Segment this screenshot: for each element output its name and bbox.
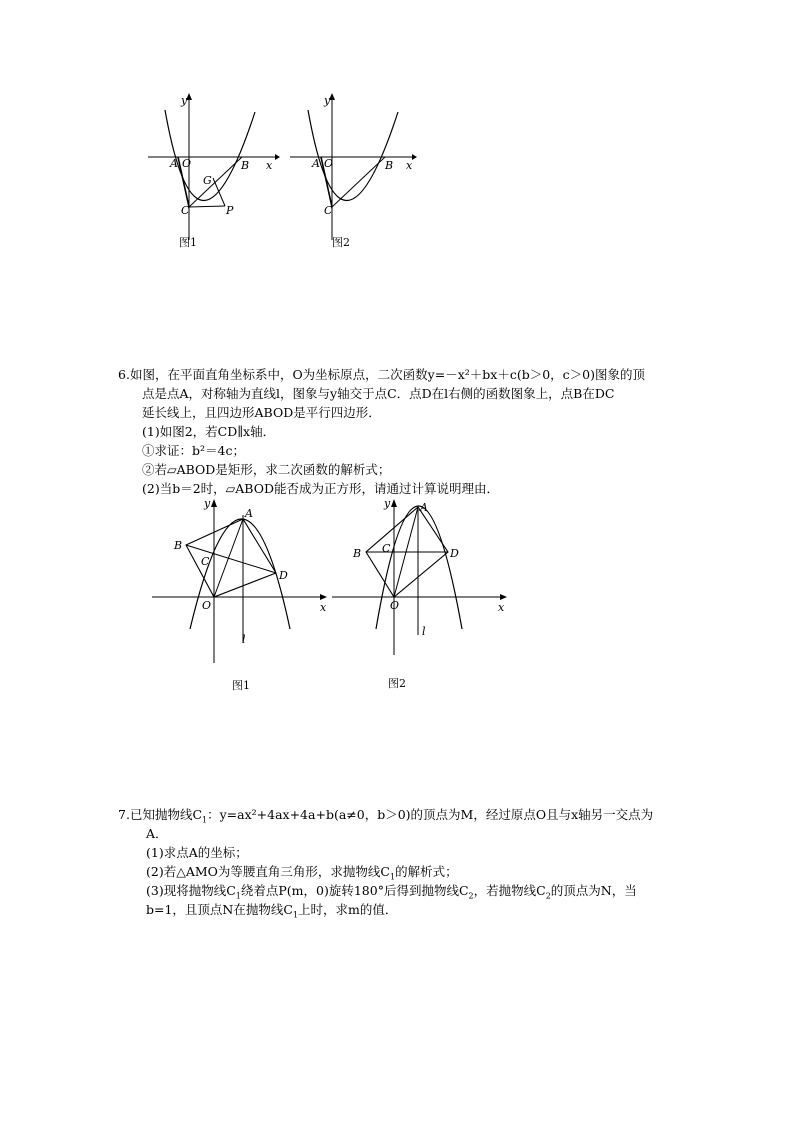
problem-7-sub-3: (3)现将抛物线$C_1$绕着点P(m，0)旋转180°后得到抛物线$C_2$，若抛物线$C_2$的顶点为N，当 [146, 883, 637, 901]
caption: 图2 [388, 677, 406, 690]
caption: 图1 [232, 679, 250, 692]
label-x: x [498, 601, 505, 614]
y-axis-arrow [211, 499, 217, 507]
label-g: G [203, 174, 212, 187]
x-axis-arrow [320, 594, 327, 600]
y-axis-arrow [391, 499, 397, 507]
problem-6-figure-2 [330, 495, 510, 695]
parallelogram-abod [186, 519, 276, 597]
label-o: O [202, 599, 212, 612]
label-a: A [420, 501, 428, 514]
label-x: x [266, 159, 273, 172]
label-x: x [320, 601, 327, 614]
problem-6-line-2: 点是点A，对称轴为直线l，图象与y轴交于点C．点D在l右侧的函数图象上，点B在DC [142, 386, 615, 401]
label-a: A [245, 507, 253, 520]
label-l: l [422, 625, 426, 638]
label-x: x [406, 159, 413, 172]
x-axis-arrow [275, 154, 280, 160]
problem-6-sub-1a: ①求证：b²＝4c； [142, 443, 245, 458]
label-c: C [201, 555, 210, 568]
label-c: C [324, 204, 333, 217]
caption: 图2 [332, 236, 350, 249]
segment-cb [332, 157, 385, 207]
label-y: y [181, 94, 188, 107]
label-o: O [324, 157, 334, 170]
problem-6-figure-1 [150, 495, 330, 695]
label-y: y [384, 497, 391, 510]
label-b: B [385, 159, 394, 172]
parabola [376, 506, 462, 629]
label-c: C [382, 542, 391, 555]
label-y: y [204, 497, 211, 510]
x-axis-arrow [500, 594, 507, 600]
label-d: D [450, 547, 459, 560]
problem-7 [118, 805, 653, 919]
label-b: B [174, 539, 183, 552]
label-b: B [241, 159, 250, 172]
label-o: O [182, 157, 192, 170]
problem-7-sub-2: (2)若△AMO为等腰直角三角形，求抛物线$C_1$的解析式； [146, 864, 458, 882]
problem-6 [118, 365, 645, 498]
segment-cb [189, 157, 242, 207]
problem-6-sub-1b: ②若▱ABOD是矩形，求二次函数的解析式； [142, 462, 391, 477]
problem-6-sub-2: (2)当b＝2时，▱ABOD能否成为正方形，请通过计算说明理由． [142, 481, 499, 496]
segment-gp [213, 178, 225, 206]
parabola [190, 519, 290, 629]
top-figure-1 [145, 90, 280, 255]
label-d: D [279, 569, 288, 582]
problem-6-line-3: 延长线上，且四边形ABOD是平行四边形． [142, 405, 381, 420]
x-axis-arrow [412, 154, 417, 160]
problem-7-sub-3-cont: b=1，且顶点N在抛物线$C_1$上时，求m的值． [146, 902, 398, 920]
problem-6-line-1: 6.如图，在平面直角坐标系中，O为坐标原点，二次函数y=－x²＋bx＋c(b＞0，c＞0)图象的顶 [118, 367, 645, 382]
label-y: y [324, 94, 331, 107]
problem-7-sub-1: (1)求点A的坐标； [146, 845, 248, 860]
problem-7-line-2: A． [146, 826, 168, 841]
caption: 图1 [179, 236, 197, 249]
segment-cp [189, 206, 225, 207]
segment-bd [186, 545, 276, 573]
problem-7-line-1: 7.已知抛物线$C_1$：y=ax²+4ax+4a+b(a≠0，b＞0)的顶点为M，经过原点O且与x轴另一交点为 [118, 807, 654, 825]
label-c: C [181, 204, 190, 217]
label-b: B [353, 547, 362, 560]
label-a: A [170, 157, 178, 170]
label-l: l [242, 633, 246, 646]
top-figure-2 [287, 90, 422, 255]
label-p: P [226, 204, 234, 217]
label-a: A [312, 157, 320, 170]
label-o: O [390, 599, 400, 612]
problem-6-sub-1: (1)如图2，若CD∥x轴． [142, 424, 276, 439]
